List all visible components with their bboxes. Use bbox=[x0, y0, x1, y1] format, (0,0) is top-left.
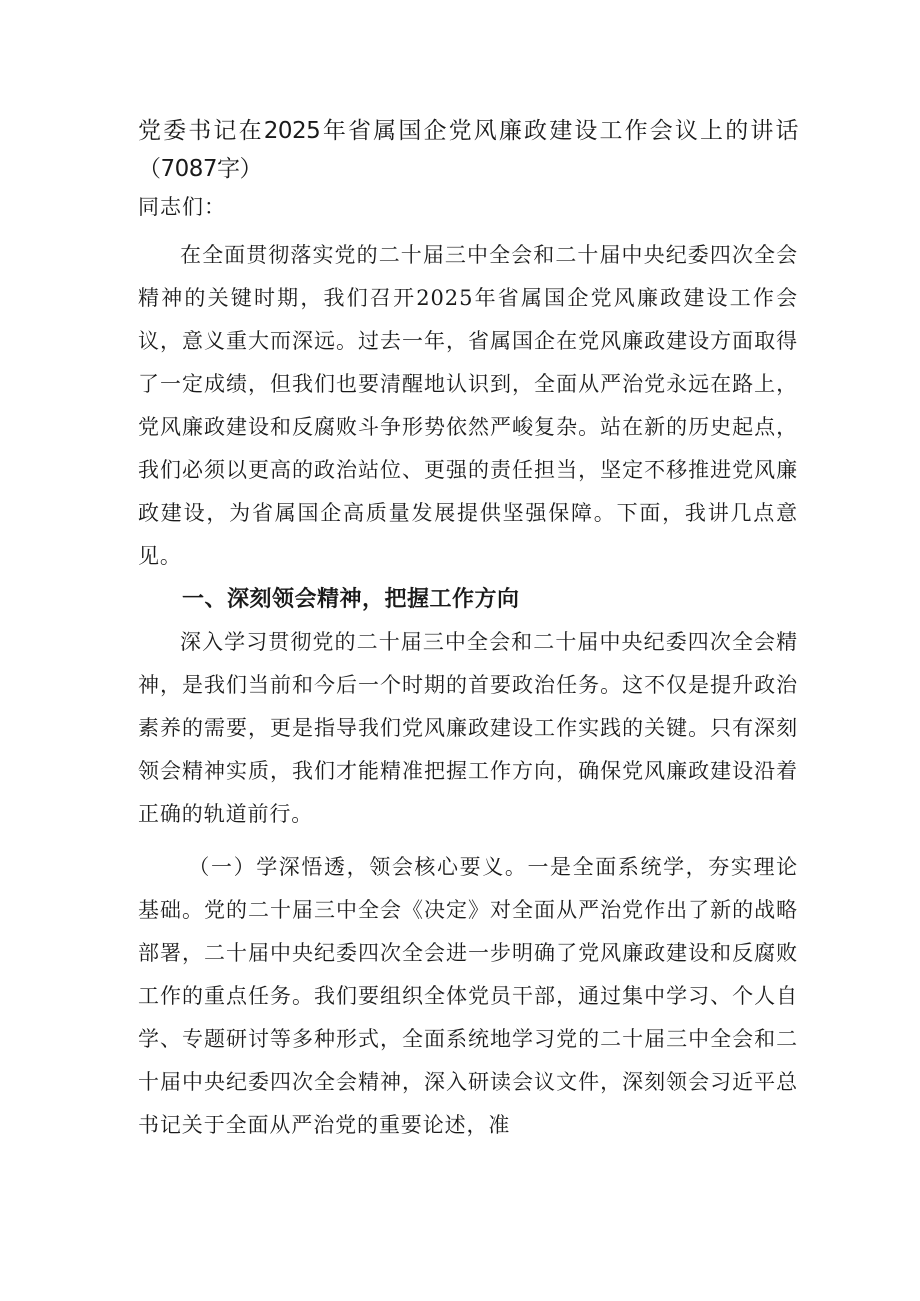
salutation: 同志们： bbox=[138, 195, 226, 219]
document-title: 党委书记在2025年省属国企党风廉政建设工作会议上的讲话（7087字） bbox=[138, 118, 798, 182]
document-page bbox=[138, 112, 798, 1147]
subsection-paragraph: （一）学深悟透，领会核心要义。一是全面系统学，夯实理论基础。党的二十届三中全会《决定》对全面从严治党作出了新的战略部署，二十届中央纪委四次全会进一步明确了党风廉政建设和反腐败工作的重点任务。我们要组织全体党员干部，通过集中学习、个人自学、专题研讨等多种形式，全面系统地学习党的二十届三中全会和二十届中央纪委四次全会精神，深入研读会议文件，深刻领会习近平总书记关于全面从严治党的重要论述，准 bbox=[138, 855, 798, 1137]
section-paragraph: 深入学习贯彻党的二十届三中全会和二十届中央纪委四次全会精神，是我们当前和今后一个时期的首要政治任务。这不仅是提升政治素养的需要，更是指导我们党风廉政建设工作实践的关键。只有深刻领会精神实质，我们才能精准把握工作方向，确保党风廉政建设沿着正确的轨道前行。 bbox=[138, 630, 798, 826]
section-heading: 一、深刻领会精神，把握工作方向 bbox=[182, 587, 520, 612]
intro-paragraph: 在全面贯彻落实党的二十届三中全会和二十届中央纪委四次全会精神的关键时期，我们召开2025年省属国企党风廉政建设工作会议，意义重大而深远。过去一年，省属国企在党风廉政建设方面取得了一定成绩，但我们也要清醒地认识到，全面从严治党永远在路上，党风廉政建设和反腐败斗争形势依然严峻复杂。站在新的历史起点，我们必须以更高的政治站位、更强的责任担当，坚定不移推进党风廉政建设，为省属国企高质量发展提供坚强保障。下面，我讲几点意见。 bbox=[138, 243, 798, 568]
